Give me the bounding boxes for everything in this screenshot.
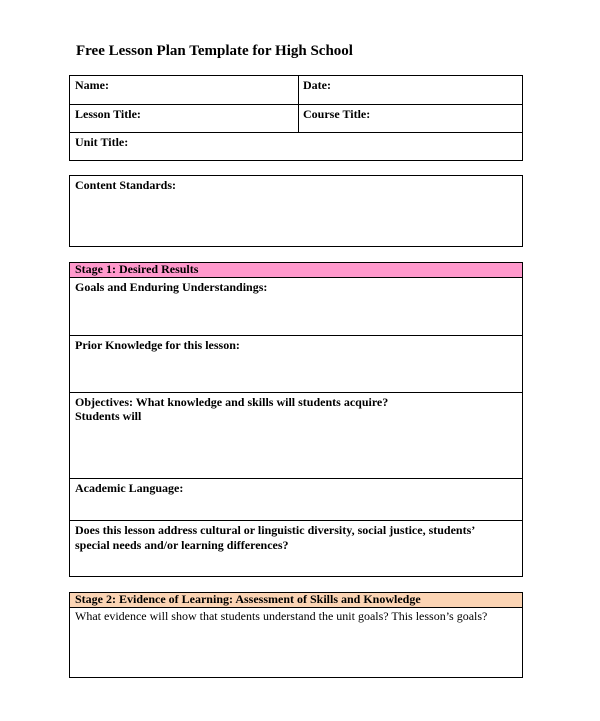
diversity-question-line1: Does this lesson address cultural or linguistic diversity, social justice, students’	[75, 523, 476, 537]
date-field[interactable]	[298, 76, 524, 104]
date-label: Date:	[303, 78, 331, 92]
stage2-header-text: Stage 2: Evidence of Learning: Assessment of Skills and Knowledge	[75, 592, 421, 606]
name-field[interactable]	[70, 76, 298, 104]
name-label: Name:	[75, 78, 109, 92]
prior-knowledge-field[interactable]	[70, 336, 522, 392]
lesson-title-label: Lesson Title:	[75, 107, 141, 121]
unit-title-label: Unit Title:	[75, 135, 129, 149]
stage1-header-text: Stage 1: Desired Results	[75, 262, 199, 276]
stage2-header	[70, 593, 522, 608]
diversity-field[interactable]	[70, 521, 522, 576]
header-table	[69, 75, 523, 161]
lesson-title-field[interactable]	[70, 105, 298, 133]
content-standards-field[interactable]	[70, 176, 522, 246]
course-title-label: Course Title:	[303, 107, 371, 121]
content-standards-box	[69, 175, 523, 247]
diversity-question-line2: special needs and/or learning differences?	[75, 538, 289, 552]
document-title: Free Lesson Plan Template for High School	[76, 43, 353, 59]
stage2-question: What evidence will show that students understand the unit goals? This lesson’s goals?	[75, 609, 488, 623]
objectives-subtext: Students will	[75, 409, 142, 423]
stage1-table	[69, 262, 523, 577]
objectives-field[interactable]	[70, 393, 522, 479]
academic-language-field[interactable]	[70, 479, 522, 521]
stage2-question-field[interactable]	[70, 607, 522, 677]
content-standards-label: Content Standards:	[75, 178, 177, 192]
goals-field[interactable]	[70, 278, 522, 335]
goals-label: Goals and Enduring Understandings:	[75, 280, 268, 294]
academic-language-label: Academic Language:	[75, 481, 184, 495]
course-title-field[interactable]	[298, 105, 524, 133]
objectives-label: Objectives: What knowledge and skills will students acquire?	[75, 395, 389, 409]
stage1-header	[70, 263, 522, 278]
unit-title-field[interactable]	[70, 133, 522, 161]
stage2-table	[69, 592, 523, 678]
prior-knowledge-label: Prior Knowledge for this lesson:	[75, 338, 240, 352]
